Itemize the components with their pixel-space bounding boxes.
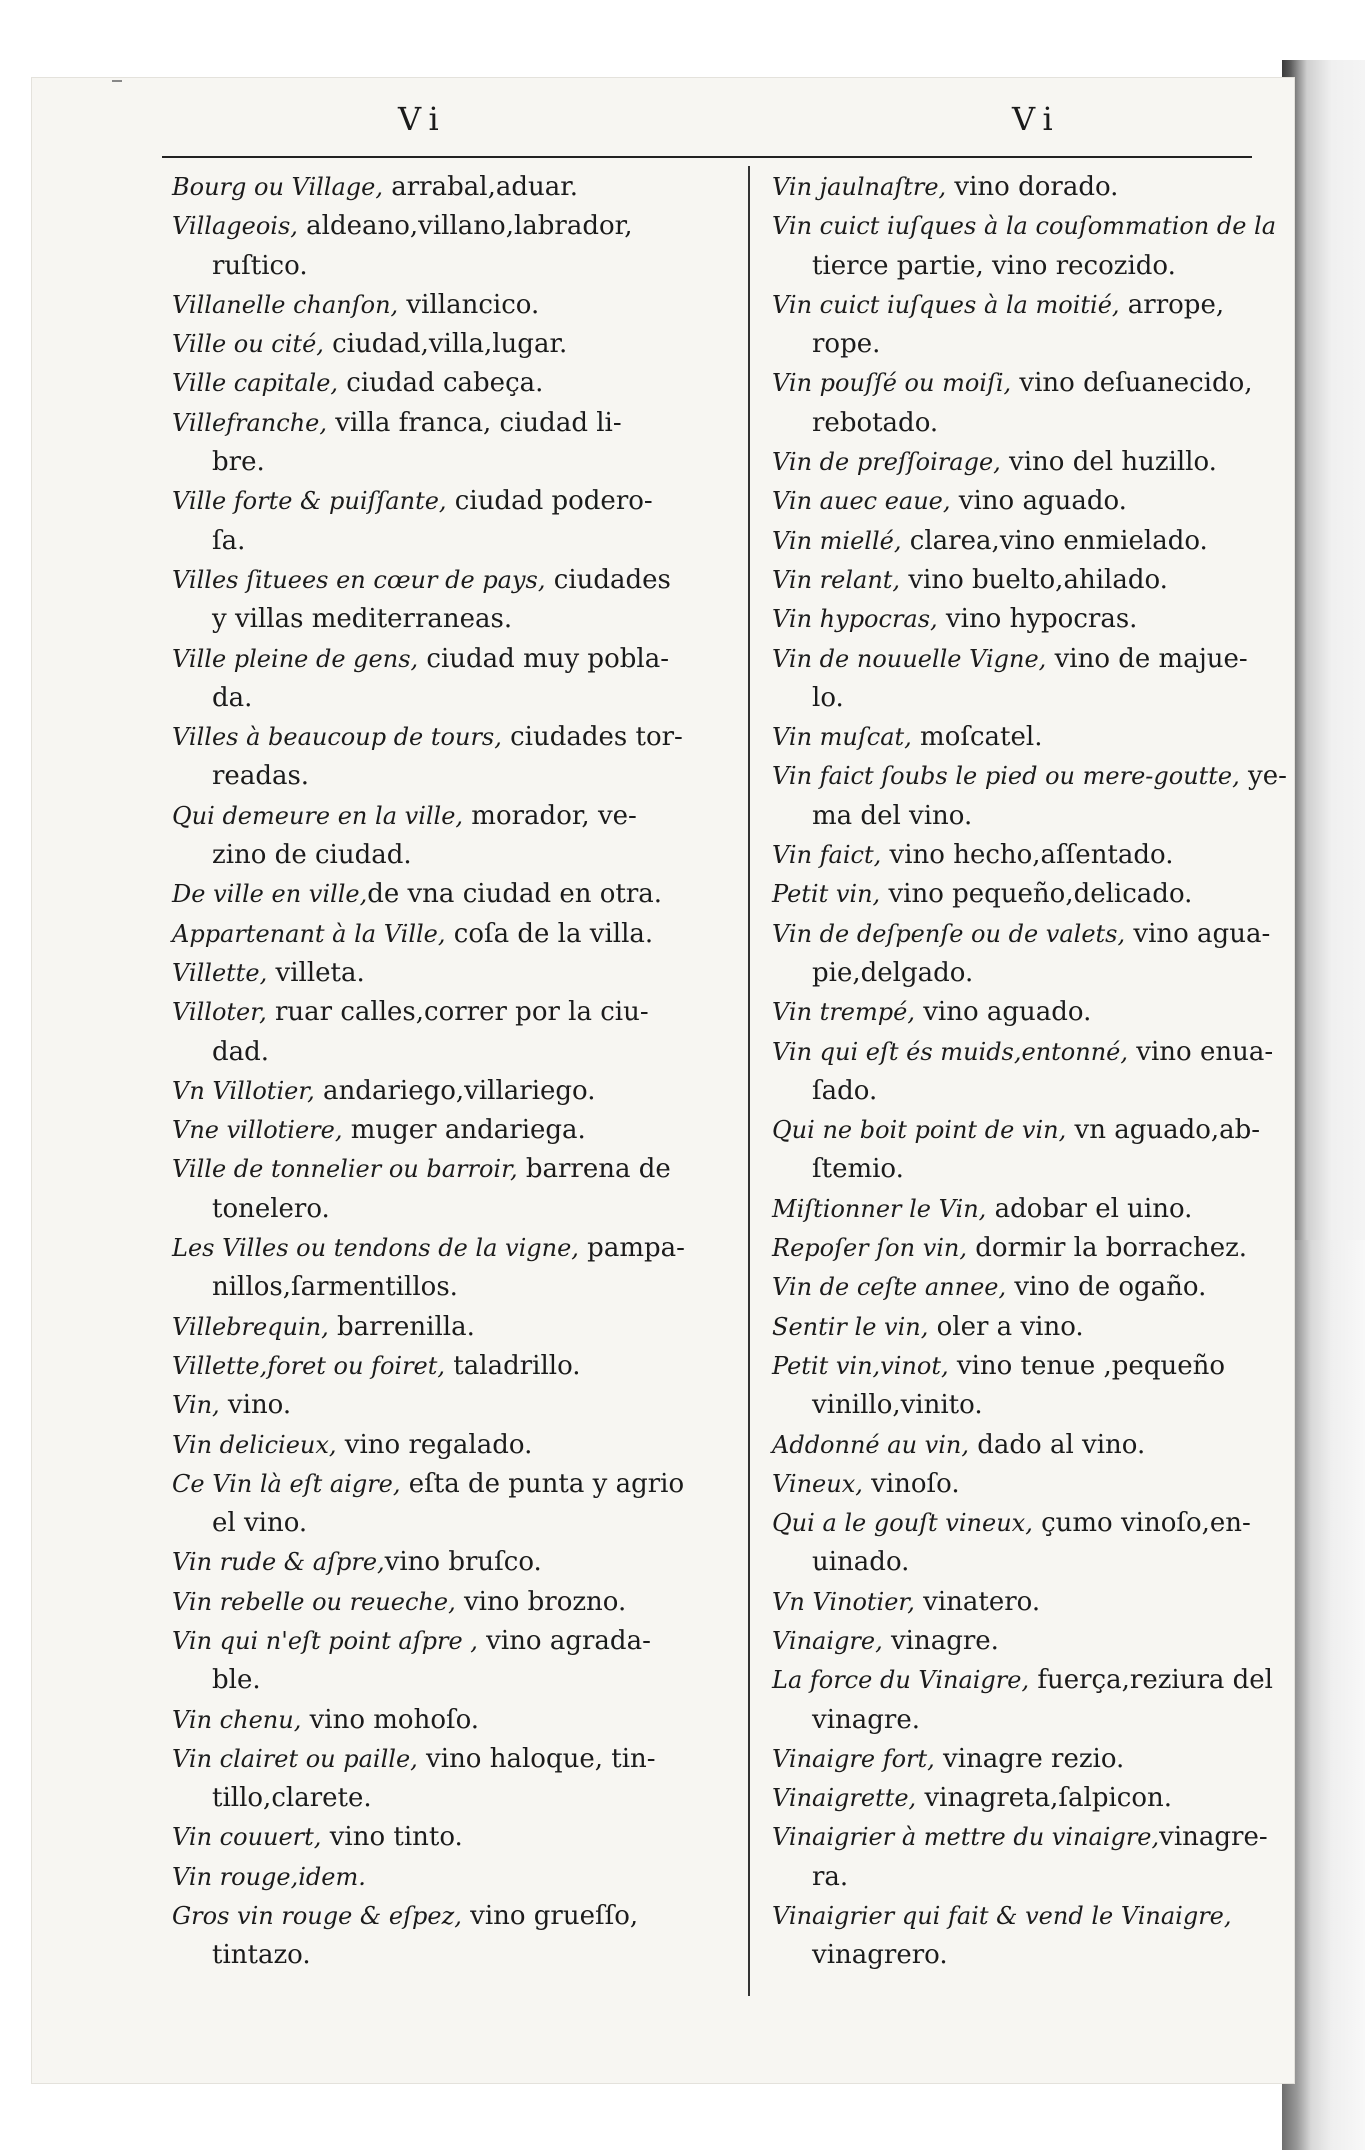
translation-continuation: ra. <box>812 1861 849 1892</box>
french-headword: Vin clairet ou paille, <box>172 1744 418 1773</box>
french-headword: Ville de tonnelier ou barroir, <box>172 1155 518 1184</box>
dictionary-entry <box>172 1072 722 1111</box>
spanish-translation: villeta. <box>267 957 365 988</box>
french-headword: Villes à beaucoup de tours, <box>172 723 502 752</box>
french-headword: Ville ou cité, <box>172 330 324 359</box>
french-headword: Vin qui eſt és muids,entonné, <box>772 1037 1129 1066</box>
spanish-translation: vino de ogaño. <box>1006 1272 1207 1303</box>
dictionary-entry <box>172 1897 722 1976</box>
french-headword: Vn Villotier, <box>172 1076 315 1105</box>
spanish-translation: vino pequeño,delicado. <box>880 879 1193 910</box>
dictionary-entry <box>772 1268 1282 1307</box>
dictionary-entry <box>772 1347 1282 1426</box>
spanish-translation: vino hypocras. <box>937 604 1138 635</box>
dictionary-entry <box>772 1818 1282 1897</box>
dictionary-entry <box>772 1504 1282 1583</box>
dictionary-entry <box>172 1347 722 1386</box>
dictionary-entry <box>772 1426 1282 1465</box>
dictionary-entry <box>772 1897 1282 1976</box>
dictionary-entry <box>772 1465 1282 1504</box>
dictionary-entry <box>772 836 1282 875</box>
spanish-translation: clarea,vino enmielado. <box>901 525 1208 556</box>
translation-continuation: el vino. <box>212 1508 308 1539</box>
french-headword: Ville forte & puiſſante, <box>172 487 447 516</box>
translation-continuation: readas. <box>212 761 310 792</box>
french-headword: Vin de ceſte annee, <box>772 1273 1007 1302</box>
spanish-translation: vino hecho,aſſentado. <box>881 840 1174 871</box>
dictionary-entry <box>172 797 722 876</box>
dictionary-entry <box>172 1701 722 1740</box>
french-headword: Miſtionner le Vin, <box>772 1194 987 1223</box>
spanish-translation: vn aguado,ab- <box>1066 1115 1261 1146</box>
translation-continuation: nillos,ſarmentillos. <box>212 1272 458 1303</box>
dictionary-entry <box>172 168 722 207</box>
french-headword: Vin hypocras, <box>772 605 938 634</box>
spanish-translation: muger andariega. <box>342 1115 586 1146</box>
french-headword: Villanelle chanſon, <box>172 290 399 319</box>
spanish-translation: aldeano,villano,labrador, <box>297 211 633 242</box>
french-headword: Vin faict ſoubs le pied ou mere-goutte, <box>772 762 1240 791</box>
dictionary-entry <box>172 1426 722 1465</box>
spanish-translation: vino agua- <box>1125 918 1271 949</box>
spanish-translation: vino deſuanecido, <box>1011 368 1253 399</box>
spanish-translation: vino buelto,ahilado. <box>900 564 1168 595</box>
french-headword: Vin faict, <box>772 841 882 870</box>
spanish-translation: vinagre rezio. <box>934 1743 1125 1774</box>
spanish-translation: barrena de <box>517 1154 671 1185</box>
dictionary-entry <box>772 1229 1282 1268</box>
french-headword: Vinaigrier à mettre du vinaigre, <box>772 1823 1160 1852</box>
french-headword: Vin de nouuelle Vigne, <box>772 644 1047 673</box>
french-headword: Vin chenu, <box>172 1705 302 1734</box>
french-headword: Appartenant à la Ville, <box>172 919 446 948</box>
translation-continuation: rope. <box>812 329 881 360</box>
spanish-translation: vino de majue- <box>1046 643 1248 674</box>
spanish-translation: vino enua- <box>1128 1036 1274 1067</box>
translation-continuation: zino de ciudad. <box>212 840 412 871</box>
dictionary-entry <box>772 875 1282 914</box>
french-headword: Vin, <box>172 1391 220 1420</box>
french-headword: Villebrequin, <box>172 1312 329 1341</box>
dictionary-entry <box>172 954 722 993</box>
translation-continuation: ble. <box>212 1665 261 1696</box>
spanish-translation: çumo vinoſo,en- <box>1032 1508 1251 1539</box>
dictionary-entry <box>172 1543 722 1582</box>
dictionary-entry <box>772 1033 1282 1112</box>
spanish-translation: vino tenue ,pequeño <box>948 1350 1225 1381</box>
dictionary-entry <box>172 915 722 954</box>
dictionary-entry <box>172 993 722 1072</box>
dictionary-entry <box>772 1583 1282 1622</box>
french-headword: Vin delicieux, <box>172 1430 337 1459</box>
dictionary-entry <box>172 207 722 286</box>
spanish-translation: ruar calles,correr por la ciu- <box>266 997 649 1028</box>
spanish-translation: arrabal,aduar. <box>382 172 579 202</box>
spanish-translation: vinagre- <box>1159 1822 1268 1853</box>
spanish-translation: vino bruſco. <box>384 1547 542 1578</box>
french-headword: Ville capitale, <box>172 369 339 398</box>
french-headword: Addonné au vin, <box>772 1430 969 1459</box>
translation-continuation: vinillo,vinito. <box>812 1390 983 1421</box>
spanish-translation: coſa de la villa. <box>445 918 654 949</box>
right-column <box>772 168 1287 1976</box>
french-headword: La force du Vinaigre, <box>772 1666 1030 1695</box>
spanish-translation: pampa- <box>578 1233 685 1264</box>
french-headword: Vinaigrette, <box>772 1784 917 1813</box>
translation-continuation: uinado. <box>812 1547 910 1578</box>
translation-continuation: da. <box>212 682 253 713</box>
translation-continuation: ma del vino. <box>812 800 973 831</box>
spanish-translation: vinatero. <box>914 1586 1041 1617</box>
spanish-translation: taladrillo. <box>445 1350 581 1381</box>
dictionary-entry <box>172 1818 722 1857</box>
french-headword: Vin cuict iuſques à la moitié, <box>772 290 1120 319</box>
header-rule <box>162 156 1252 158</box>
translation-continuation: rebotado. <box>812 407 939 438</box>
spanish-translation: vino regalado. <box>336 1429 533 1460</box>
spanish-translation: dormir la borrachez. <box>967 1233 1248 1264</box>
dictionary-entry <box>772 1190 1282 1229</box>
dictionary-entry <box>172 1308 722 1347</box>
dictionary-entry <box>772 522 1282 561</box>
translation-continuation: vinagrero. <box>812 1940 948 1971</box>
french-headword: Ce Vin là eſt aigre, <box>172 1469 401 1498</box>
spanish-translation: arrope, <box>1119 289 1225 320</box>
dictionary-entry <box>772 561 1282 600</box>
dictionary-entry <box>772 757 1287 836</box>
french-headword: Villageois, <box>172 212 298 241</box>
dictionary-entry <box>172 325 722 364</box>
dictionary-entry <box>172 286 722 325</box>
dictionary-entry <box>772 640 1282 719</box>
french-headword: Vin de deſpenſe ou de valets, <box>772 919 1126 948</box>
dictionary-entry <box>172 1229 722 1308</box>
translation-continuation: tierce partie, vino recozido. <box>812 250 1176 281</box>
dictionary-entry <box>172 1111 722 1150</box>
french-headword: Vin couuert, <box>172 1823 322 1852</box>
french-headword: Petit vin, <box>772 880 881 909</box>
dictionary-entry <box>772 286 1282 365</box>
translation-continuation: vinagre. <box>812 1704 920 1735</box>
spanish-translation: morador, ve- <box>463 800 637 831</box>
dictionary-entry <box>772 1779 1282 1818</box>
dictionary-entry <box>772 1740 1282 1779</box>
french-headword: Vin relant, <box>772 565 901 594</box>
spanish-translation: de vna ciudad en otra. <box>367 879 663 910</box>
spanish-translation: ciudad muy pobla- <box>418 643 669 674</box>
dictionary-entry <box>172 1386 722 1425</box>
dictionary-entry <box>172 1858 722 1897</box>
spanish-translation: ye- <box>1239 761 1287 792</box>
french-headword: Gros vin rouge & eſpez, <box>172 1902 462 1931</box>
french-headword: Villoter, <box>172 998 267 1027</box>
french-headword: Vin rude & aſpre, <box>172 1548 385 1577</box>
running-head-left: Vi <box>398 100 447 138</box>
spanish-translation: ciudad cabeça. <box>338 368 544 399</box>
translation-continuation: pie,delgado. <box>812 957 974 988</box>
spanish-translation: vinagreta,ſalpicon. <box>916 1783 1172 1814</box>
french-headword: Qui demeure en la ville, <box>172 801 464 830</box>
french-headword: Vin trempé, <box>772 998 915 1027</box>
dictionary-entry <box>772 443 1282 482</box>
left-column <box>172 168 722 1976</box>
french-headword: Vin cuict iuſques à la couſommation de la <box>772 212 1277 241</box>
french-headword: Vin pouſſé ou moiſi, <box>772 369 1012 398</box>
dictionary-entry <box>772 1661 1282 1740</box>
spanish-translation: eſta de punta y agrio <box>400 1468 685 1499</box>
french-headword: Villefranche, <box>172 408 327 437</box>
french-headword: Vin muſcat, <box>772 723 912 752</box>
dictionary-entry <box>172 1583 722 1622</box>
french-headword: Vin rebelle ou reueche, <box>172 1587 456 1616</box>
spanish-translation: ciudades <box>545 564 671 595</box>
dictionary-entry <box>772 168 1282 207</box>
spanish-translation: vino mohoſo. <box>301 1704 480 1735</box>
spanish-translation: vinoſo. <box>862 1468 960 1499</box>
french-headword: Qui a le gouſt vineux, <box>772 1509 1033 1538</box>
spanish-translation: ciudades tor- <box>501 722 683 753</box>
french-headword: Villes ſituees en cœur de pays, <box>172 565 546 594</box>
spanish-translation: oler a vino. <box>928 1311 1084 1342</box>
spanish-translation: fuerça,reziura del <box>1029 1665 1273 1696</box>
dictionary-entry <box>172 1740 722 1819</box>
french-headword: De ville en ville, <box>172 880 368 909</box>
translation-continuation: bre. <box>212 447 265 478</box>
dictionary-entry <box>772 482 1282 521</box>
translation-continuation: ſa. <box>212 525 246 556</box>
french-headword: Qui ne boit point de vin, <box>772 1116 1067 1145</box>
dictionary-entry <box>772 207 1282 286</box>
spanish-translation: ciudad,villa,lugar. <box>323 329 568 360</box>
spanish-translation: vinagre. <box>882 1625 999 1656</box>
spanish-translation: vino agrada- <box>477 1625 651 1656</box>
dictionary-entry <box>172 364 722 403</box>
french-headword: Vin miellé, <box>772 526 902 555</box>
dictionary-entry <box>772 1622 1282 1661</box>
spanish-translation: vino. <box>219 1390 292 1421</box>
french-headword: Vin de preſſoirage, <box>772 448 1001 477</box>
dictionary-entry <box>772 915 1282 994</box>
dictionary-entry <box>172 404 722 483</box>
spanish-translation: vino tinto. <box>321 1822 463 1853</box>
spanish-translation: ciudad podero- <box>446 486 653 517</box>
french-headword: Petit vin,vinot, <box>772 1351 949 1380</box>
french-headword: Les Villes ou tendons de la vigne, <box>172 1234 579 1263</box>
french-headword: Bourg ou Village, <box>172 173 383 201</box>
french-headword: Vinaigre, <box>772 1626 883 1655</box>
translation-continuation: ruſtico. <box>212 250 308 281</box>
french-headword: Vin jaulnaſtre, <box>772 173 947 201</box>
dictionary-entry <box>172 561 722 640</box>
translation-continuation: y villas mediterraneas. <box>212 604 513 635</box>
dictionary-entry <box>172 1150 722 1229</box>
spanish-translation: vino aguado. <box>914 997 1092 1028</box>
french-headword: Vn Vinotier, <box>772 1587 915 1616</box>
translation-continuation: tintazo. <box>212 1940 311 1971</box>
dictionary-entry <box>772 364 1282 443</box>
french-headword: Vin auec eaue, <box>772 487 951 516</box>
spanish-translation: villa franca, ciudad li- <box>327 407 622 438</box>
french-headword: Sentir le vin, <box>772 1312 929 1341</box>
spanish-translation: barrenilla. <box>328 1311 475 1342</box>
dictionary-entry <box>772 1308 1282 1347</box>
translation-continuation: ſado. <box>812 1075 878 1106</box>
spanish-translation: vino dorado. <box>946 172 1119 202</box>
spanish-translation: andariego,villariego. <box>314 1075 596 1106</box>
french-headword: Repoſer ſon vin, <box>772 1234 968 1263</box>
french-headword: Villette,foret ou foiret, <box>172 1351 446 1380</box>
spanish-translation: vino aguado. <box>950 486 1127 517</box>
dictionary-entry <box>772 993 1282 1032</box>
french-headword: Vinaigre fort, <box>772 1744 935 1773</box>
scan-mark <box>112 80 122 82</box>
spanish-translation: vino grueſſo, <box>461 1901 639 1932</box>
french-headword: Vinaigrier qui fait & vend le Vinaigre, <box>772 1902 1232 1931</box>
french-headword: Vin qui n'eſt point aſpre , <box>172 1626 478 1655</box>
french-headword: Ville pleine de gens, <box>172 644 419 673</box>
running-head-right: Vi <box>1012 100 1061 138</box>
spanish-translation: vino haloque, tin- <box>417 1743 656 1774</box>
french-headword: Vne villotiere, <box>172 1116 343 1145</box>
spanish-translation: vino del huzillo. <box>1000 447 1217 478</box>
translation-continuation: ſtemio. <box>812 1154 904 1185</box>
dictionary-entry <box>172 875 722 914</box>
dictionary-entry <box>172 718 722 797</box>
translation-continuation: dad. <box>212 1036 270 1067</box>
spanish-translation: dado al vino. <box>968 1429 1146 1460</box>
dictionary-entry <box>172 1465 722 1544</box>
adjacent-page-edge <box>1282 60 1365 1240</box>
spanish-translation: adobar el uino. <box>986 1193 1193 1224</box>
column-rule <box>748 166 750 1996</box>
dictionary-entry <box>772 1111 1282 1190</box>
dictionary-entry <box>772 718 1282 757</box>
french-headword: Vin rouge,idem. <box>172 1862 366 1891</box>
translation-continuation: lo. <box>812 682 844 713</box>
spanish-translation: moſcatel. <box>911 722 1043 753</box>
spanish-translation: villancico. <box>398 289 540 320</box>
french-headword: Villette, <box>172 958 268 987</box>
dictionary-entry <box>772 600 1282 639</box>
translation-continuation: tonelero. <box>212 1193 330 1224</box>
dictionary-entry <box>172 640 722 719</box>
spanish-translation: vino brozno. <box>455 1586 627 1617</box>
translation-continuation: tillo,clarete. <box>212 1783 372 1814</box>
french-headword: Vineux, <box>772 1469 863 1498</box>
dictionary-entry <box>172 1622 722 1701</box>
dictionary-entry <box>172 482 722 561</box>
